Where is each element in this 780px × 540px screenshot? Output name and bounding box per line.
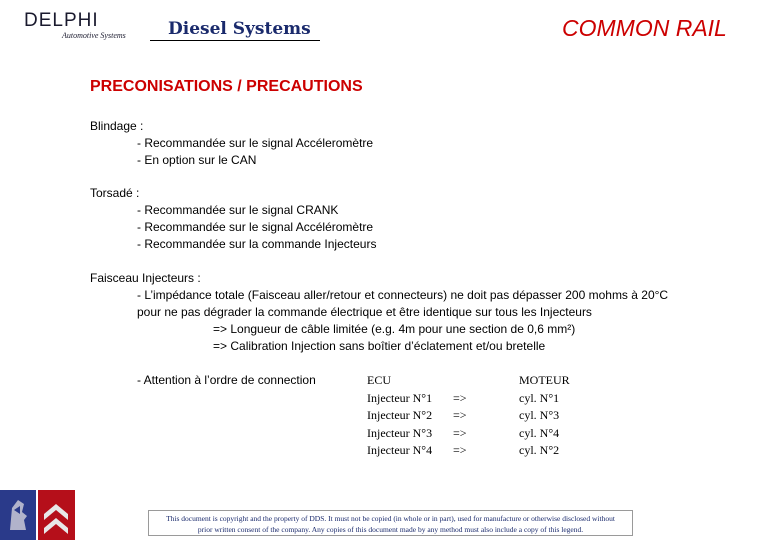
header-title: Diesel Systems	[168, 19, 311, 39]
citroen-logo-icon	[38, 490, 75, 540]
ecu-item: Injecteur N°2	[367, 408, 433, 422]
torsade-section	[90, 185, 376, 253]
faisceau-section	[90, 270, 668, 355]
motor-item: cyl. N°2	[519, 443, 560, 457]
psa-brand-logos	[0, 490, 75, 540]
motor-item: cyl. N°1	[519, 390, 560, 405]
copyright-line: prior written consent of the company. Any copies of this document made by any method must also include a copy of this legend.	[197, 525, 584, 534]
faisceau-line: pour ne pas dégrader la commande électrique et être identique sur tous les Injecteurs	[137, 305, 592, 319]
ecu-item: Injecteur N°1	[367, 390, 433, 405]
motor-item: cyl. N°4	[519, 425, 560, 440]
motor-item: cyl. N°3	[519, 408, 560, 422]
torsade-item: - Recommandée sur le signal CRANK	[137, 203, 339, 217]
product-title: COMMON RAIL	[562, 15, 727, 41]
torsade-item: - Recommandée sur la commande Injecteurs	[137, 237, 377, 251]
blindage-item: - En option sur le CAN	[137, 153, 257, 167]
delphi-logo-subtext: Automotive Systems	[62, 31, 126, 40]
arrow: =>	[453, 425, 467, 440]
arrow: =>	[453, 390, 467, 405]
arrow-column	[453, 390, 467, 460]
blindage-section	[90, 118, 373, 169]
connection-label: - Attention à l’ordre de connection	[137, 373, 316, 387]
copyright-line: This document is copyright and the property of DDS. It must not be copied (in whole or in part), used for manufacture or otherwise disclosed without	[166, 514, 615, 523]
ecu-item: Injecteur N°4	[367, 443, 433, 457]
copyright-notice	[148, 510, 633, 536]
delphi-logo	[24, 10, 150, 42]
faisceau-line: - L’impédance totale (Faisceau aller/retour et connecteurs) ne doit pas dépasser 200 mohms à 20°C	[137, 288, 669, 302]
torsade-label: Torsadé :	[90, 186, 140, 200]
faisceau-label: Faisceau Injecteurs :	[90, 271, 201, 285]
delphi-logo-word: DELPHI	[24, 10, 99, 31]
arrow: =>	[453, 408, 467, 422]
motor-header: MOTEUR	[519, 373, 570, 387]
torsade-item: - Recommandée sur le signal Accéléromètre	[137, 220, 374, 234]
blindage-item: - Recommandée sur le signal Accéleromètre	[137, 136, 374, 150]
faisceau-line: => Calibration Injection sans boîtier d’éclatement et/ou bretelle	[213, 339, 546, 353]
arrow: =>	[453, 443, 467, 457]
ecu-item: Injecteur N°3	[367, 425, 433, 440]
motor-column	[519, 372, 570, 460]
page-title: PRECONISATIONS / PRECAUTIONS	[90, 78, 363, 95]
blindage-label: Blindage :	[90, 119, 144, 133]
ecu-column	[367, 372, 432, 460]
faisceau-line: => Longueur de câble limitée (e.g. 4m pour une section de 0,6 mm²)	[213, 322, 576, 336]
header-divider	[150, 40, 320, 41]
ecu-header: ECU	[367, 373, 391, 387]
